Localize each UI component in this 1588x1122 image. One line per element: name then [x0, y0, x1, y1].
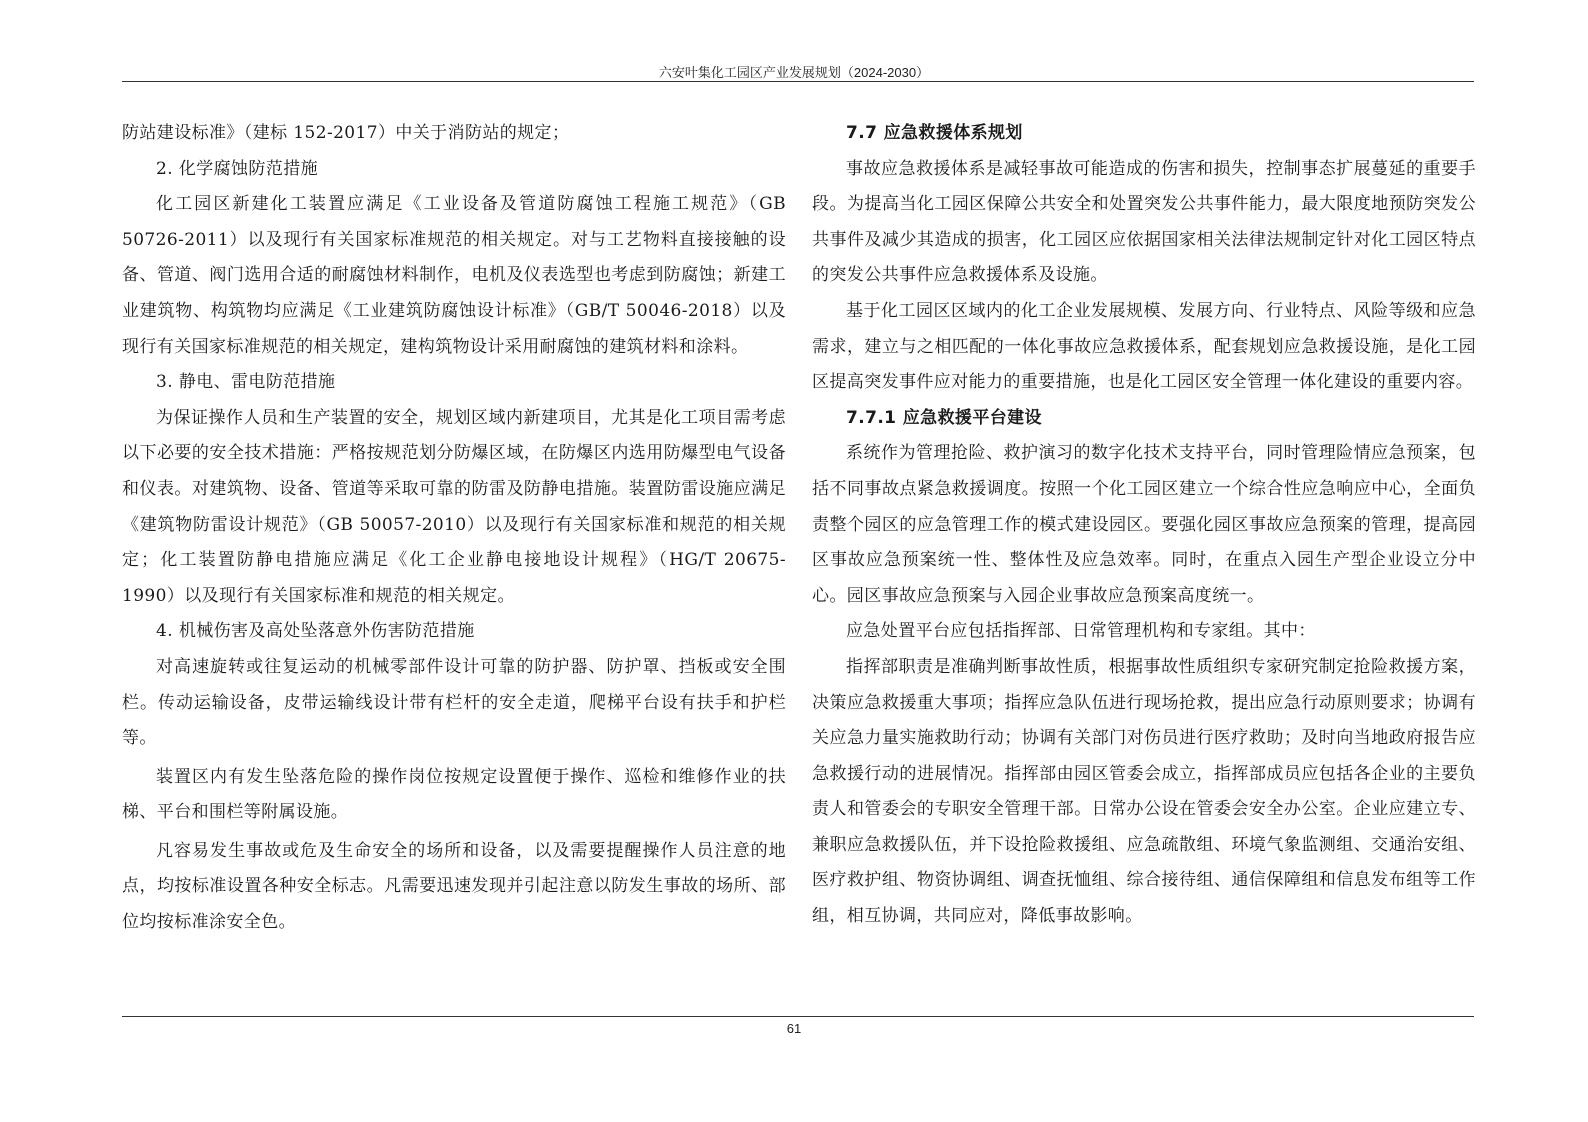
- paragraph-mechanical-2: 装置区内有发生坠落危险的操作岗位按规定设置便于操作、巡检和维修作业的扶梯、平台和围栏等附属设施。: [122, 766, 786, 823]
- continued-paragraph: 防站建设标准》（建标 152-2017）中关于消防站的规定；: [122, 123, 570, 143]
- section-heading-4: 4. 机械伤害及高处坠落意外伤害防范措施: [156, 621, 475, 642]
- section-heading-2: 2. 化学腐蚀防范措施: [156, 158, 319, 179]
- paragraph-mechanical-1: 对高速旋转或往复运动的机械零部件设计可靠的防护器、防护罩、挡板或安全围栏。传动运输设备，皮带运输线设计带有栏杆的安全走道，爬梯平台设有扶手和护栏等。: [122, 656, 786, 749]
- footer-rule: [122, 1016, 1474, 1017]
- paragraph-7-7-1: 事故应急救援体系是减轻事故可能造成的伤害和损失，控制事态扩展蔓延的重要手段。为提高当化工园区保障公共安全和处置突发公共事件能力，最大限度地预防突发公共事件及减少其造成的损害，化工园区应依据国家相关法律法规制定针对化工园区特点的突发公共事件应急救援体系及设施。: [812, 158, 1476, 286]
- paragraph-static-lightning: 为保证操作人员和生产装置的安全，规划区域内新建项目，尤其是化工项目需考虑以下必要的安全技术措施：严格按规范划分防爆区域，在防爆区内选用防爆型电气设备和仪表。对建筑物、设备、管道等采取可靠的防雷及防静电措施。装置防雷设施应满足《建筑物防雷设计规范》（GB 50057-2010）以及现行有关国家标准和规范的相关规定；化工装置防静电措施应满足《化工企业静电接地设计规程》（HG/T 20675-1990）以及现行有关国家标准和规范的相关规定。: [122, 407, 786, 606]
- paragraph-7-7-1-c: 指挥部职责是准确判断事故性质，根据事故性质组织专家研究制定抢险救援方案，决策应急救援重大事项；指挥应急队伍进行现场抢救，提出应急行动原则要求；协调有关应急力量实施救助行动；协调有关部门对伤员进行医疗救助；及时向当地政府报告应急救援行动的进展情况。指挥部由园区管委会成立，指挥部成员应包括各企业的主要负责人和管委会的专职安全管理干部。日常办公设在管委会安全办公室。企业应建立专、兼职应急救援队伍，并下设抢险救援组、应急疏散组、环境气象监测组、交通治安组、医疗救护组、物资协调组、调查抚恤组、综合接待组、通信保障组和信息发布组等工作组，相互协调，共同应对，降低事故影响。: [812, 656, 1476, 927]
- header-rule: [122, 81, 1474, 82]
- page-number: 61: [786, 1021, 802, 1036]
- right-column: [812, 116, 1476, 935]
- running-header: 六安叶集化工园区产业发展规划（2024-2030）: [658, 65, 930, 80]
- section-heading-3: 3. 静电、雷电防范措施: [156, 372, 336, 393]
- section-heading-7-7: 7.7 应急救援体系规划: [846, 123, 1023, 143]
- left-column: [122, 116, 786, 941]
- paragraph-7-7-1-a: 系统作为管理抢险、救护演习的数字化技术支持平台，同时管理险情应急预案，包括不同事故点紧急救援调度。按照一个化工园区建立一个综合性应急响应中心，全面负责整个园区的应急管理工作的模式建设园区。要强化园区事故应急预案的管理，提高园区事故应急预案统一性、整体性及应急效率。同时，在重点入园生产型企业设立分中心。园区事故应急预案与入园企业事故应急预案高度统一。: [812, 443, 1476, 606]
- paragraph-7-7-2: 基于化工园区区域内的化工企业发展规模、发展方向、行业特点、风险等级和应急需求，建立与之相匹配的一体化事故应急救援体系，配套规划应急救援设施，是化工园区提高突发事件应对能力的重要措施，也是化工园区安全管理一体化建设的重要内容。: [812, 300, 1476, 393]
- paragraph-corrosion: 化工园区新建化工装置应满足《工业设备及管道防腐蚀工程施工规范》（GB 50726-2011）以及现行有关国家标准规范的相关规定。对与工艺物料直接接触的设备、管道、阀门选用合适的耐腐蚀材料制作，电机及仪表选型也考虑到防腐蚀；新建工业建筑物、构筑物均应满足《工业建筑防腐蚀设计标准》（GB/T 50046-2018）以及现行有关国家标准规范的相关规定，建构筑物设计采用耐腐蚀的建筑材料和涂料。: [122, 194, 786, 357]
- paragraph-mechanical-3: 凡容易发生事故或危及生命安全的场所和设备，以及需要提醒操作人员注意的地点，均按标准设置各种安全标志。凡需要迅速发现并引起注意以防发生事故的场所、部位均按标准涂安全色。: [122, 840, 786, 933]
- paragraph-7-7-1-b: 应急处置平台应包括指挥部、日常管理机构和专家组。其中：: [846, 621, 1316, 642]
- section-heading-7-7-1: 7.7.1 应急救援平台建设: [846, 407, 1042, 428]
